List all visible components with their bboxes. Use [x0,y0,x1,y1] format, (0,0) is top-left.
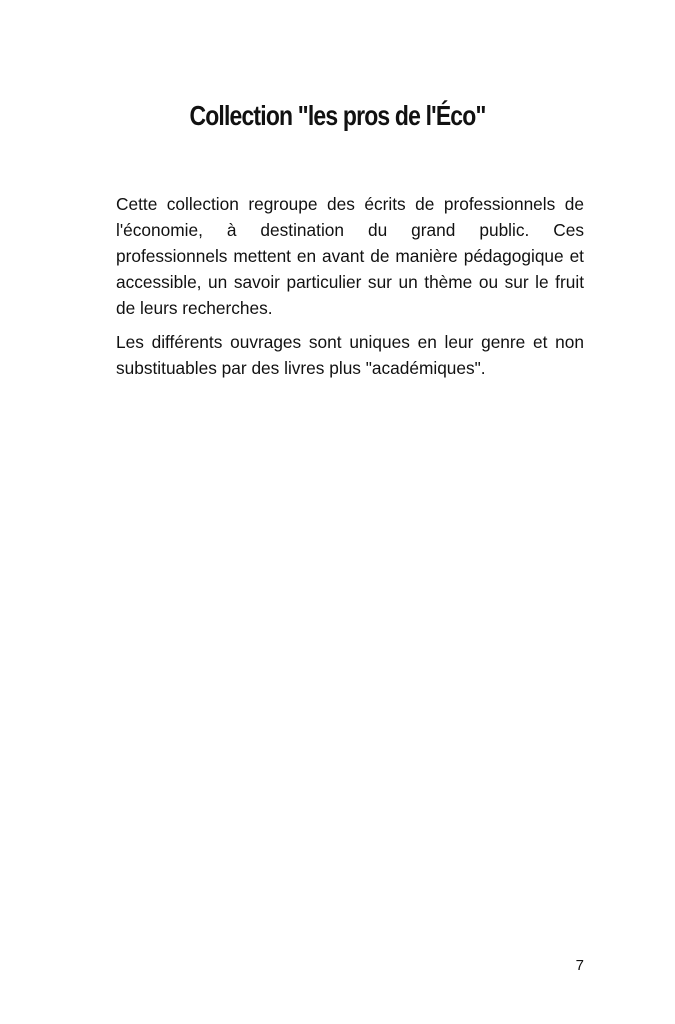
page-number: 7 [575,957,584,974]
paragraph-collection-description: Cette collection regroupe des écrits de professionnels de l'économie, à destination du grand public. Ces professionnels mettent en avant de manière pédagogique et accessible, un savoir particulier sur un thème ou sur le fruit de leurs recherches. [116,194,584,318]
paragraph-works-uniqueness: Les différents ouvrages sont uniques en leur genre et non substituables par des livres plus "académiques". [116,332,584,378]
body-text [116,191,584,389]
page-title: Collection "les pros de l'Éco" [189,100,486,131]
